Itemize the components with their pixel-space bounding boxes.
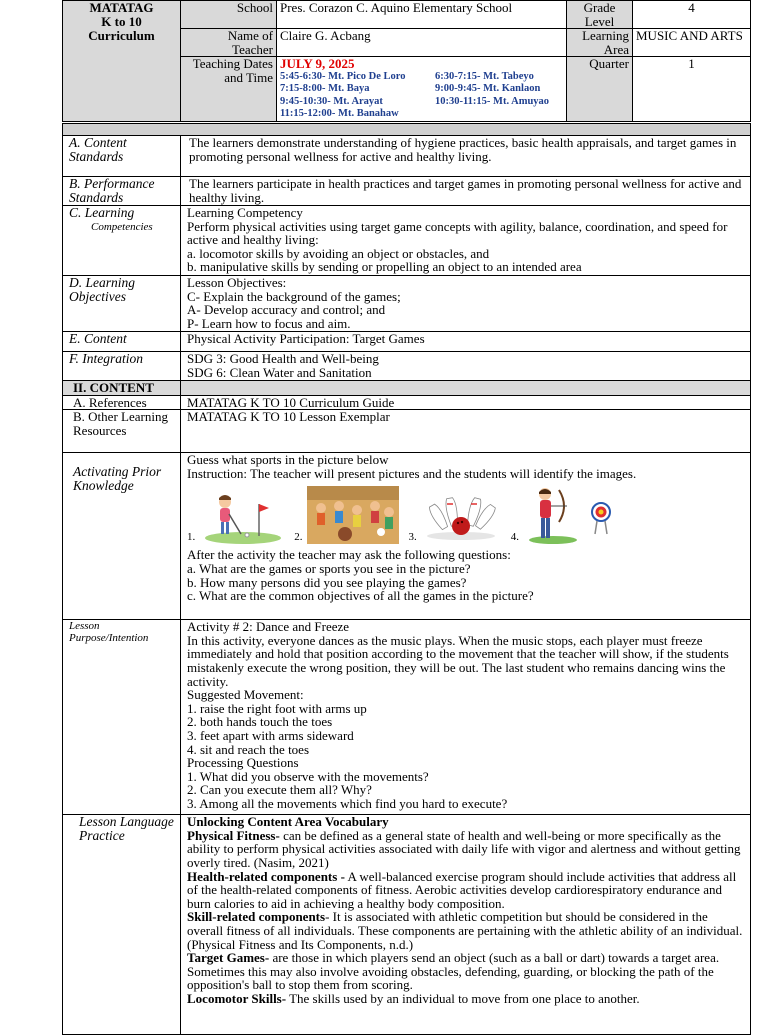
text-line: In this activity, everyone dances as the music plays. When the music stops, each player must freeze immediately and hold that position according to the movement that the teacher will show, if the students mistakenly execute the wrong position, they will be out. The last student who remains dancing wins the activity. [187, 632, 729, 689]
language-practice-label: Lesson Language Practice [63, 815, 181, 1035]
lesson-body-table [62, 123, 751, 1035]
text-line: 3. Among all the movements which find you hard to execute? [187, 795, 508, 811]
performance-standards-row [63, 176, 751, 205]
bowling-image [421, 486, 501, 544]
content-standards-label: A. Content Standards [63, 135, 181, 176]
schedule-item: 9:00-9:45- Mt. Kanlaon [435, 83, 541, 95]
text-line: Guess what sports in the picture below [187, 452, 389, 468]
prior-knowledge-content [181, 453, 751, 620]
vocab-definition: can be defined as a general state of health and well-being or more specifically as the ability to perform physical activities associated with daily life with vigor and alertness and without getting overly tired. (Nasim, 2021) [187, 827, 741, 870]
schedule-item: 5:45-6:30- Mt. Pico De Loro [280, 70, 406, 82]
separator-row [63, 123, 751, 135]
text-line: After the activity the teacher may ask the following questions: [187, 547, 511, 563]
references-text: MATATAG K TO 10 Curriculum Guide [181, 395, 751, 410]
competencies-label-main: C. Learning [69, 204, 135, 220]
performance-standards-text: The learners participate in health practices and target games in promoting personal wellness for active and healthy living. [181, 176, 751, 205]
quarter-value: 1 [633, 57, 751, 122]
archery-image [523, 486, 615, 544]
golf-image [199, 486, 284, 544]
integration-row [63, 351, 751, 380]
vocab-term: Physical Fitness- [187, 827, 280, 843]
title-line-2: K to 10 [101, 14, 142, 29]
objectives-label: D. Learning Objectives [63, 275, 181, 331]
purpose-label: Lesson Purpose/Intention [63, 620, 181, 815]
content-standards-row [63, 135, 751, 176]
text-line: a. locomotor skills by avoiding an object or obstacles, and [187, 245, 490, 261]
text-line: A- Develop accuracy and control; and [187, 302, 386, 318]
text-line: 2. Can you execute them all? Why? [187, 782, 372, 798]
text-line: 4. sit and reach the toes [187, 741, 310, 757]
schedule-grid [280, 71, 563, 121]
other-resources-row [63, 410, 751, 453]
kids-game-image [307, 486, 399, 544]
text-line: b. manipulative skills by sending or propelling an object to an intended area [187, 259, 582, 275]
text-line: a. What are the games or sports you see in the picture? [187, 560, 471, 576]
integration-text [181, 351, 751, 380]
image-number: 2. [294, 530, 303, 543]
lesson-plan-document [62, 0, 750, 1035]
purpose-content [181, 620, 751, 815]
text-line: 3. feet apart with arms sideward [187, 727, 354, 743]
header-table [62, 0, 751, 122]
image-number: 1. [187, 530, 196, 543]
dates-value [277, 57, 567, 122]
title-line-1: MATATAG [89, 0, 154, 15]
prior-knowledge-row [63, 453, 751, 620]
school-label: School [181, 1, 277, 29]
content-heading-fill [181, 380, 751, 395]
teaching-date: JULY 9, 2025 [280, 56, 355, 72]
title-line-3: Curriculum [88, 28, 155, 43]
teacher-value: Claire G. Acbang [277, 29, 567, 57]
text-line: 2. both hands touch the toes [187, 714, 333, 730]
content-row [63, 331, 751, 351]
content-heading: II. CONTENT [63, 380, 181, 395]
competencies-text [181, 205, 751, 275]
text-line: SDG 6: Clean Water and Sanitation [187, 364, 372, 380]
other-resources-label: B. Other Learning Resources [63, 410, 181, 453]
other-resources-text: MATATAG K TO 10 Lesson Exemplar [181, 410, 751, 453]
purpose-row [63, 620, 751, 815]
image-number: 3. [408, 530, 417, 543]
vocabulary-content [181, 815, 751, 1035]
text-line: Learning Competency [187, 204, 303, 220]
references-row [63, 395, 751, 410]
vocab-definition: A well-balanced exercise program should include activities that address all of the health-related components of fitness. Aerobic activities develop cardiorespiratory endurance and burn calories to aid in achieving a healthy body composition. [187, 868, 737, 911]
schedule-item: 7:15-8:00- Mt. Baya [280, 83, 370, 95]
content-standards-text: The learners demonstrate understanding of hygiene practices, basic health appraisals, and target games in promoting personal wellness for active and healthy living. [181, 135, 751, 176]
text-line: C- Explain the background of the games; [187, 288, 401, 304]
grade-value: 4 [633, 1, 751, 29]
text-line: Suggested Movement: [187, 687, 304, 703]
grade-label: Grade Level [567, 1, 633, 29]
performance-standards-label: B. Performance Standards [63, 176, 181, 205]
prior-knowledge-label: Activating Prior Knowledge [63, 453, 181, 620]
school-value: Pres. Corazon C. Aquino Elementary School [277, 1, 567, 29]
text-line: 1. raise the right foot with arms up [187, 700, 367, 716]
vocab-entry [187, 992, 747, 1006]
vocab-term: Locomotor Skills- [187, 990, 287, 1006]
dates-label: Teaching Dates and Time [181, 57, 277, 122]
text-line: Activity # 2: Dance and Freeze [187, 619, 350, 635]
text-line: b. How many persons did you see playing the games? [187, 574, 467, 590]
curriculum-title [63, 1, 181, 122]
schedule-item: 9:45-10:30- Mt. Arayat [280, 95, 383, 107]
vocab-entry [187, 910, 747, 951]
vocab-definition: The skills used by an individual to move from one place to another. [286, 990, 640, 1006]
content-text: Physical Activity Participation: Target Games [181, 331, 751, 351]
quarter-label: Quarter [567, 57, 633, 122]
text-line: c. What are the common objectives of all the games in the picture? [187, 588, 534, 604]
vocab-definition: are those in which players send an object (such as a ball or dart) towards a target area. Sometimes this may also involve avoiding obstacles, defending, guarding, or blocking the path of the opposition's ball to stop them from scoring. [187, 950, 720, 993]
text-line: Perform physical activities using target game concepts with agility, balance, coordination, and speed for active and healthy living: [187, 218, 728, 248]
content-heading-row [63, 380, 751, 395]
image-number: 4. [510, 530, 519, 543]
vocab-definition: - It is associated with athletic competition but should be considered in the overall fitness of all individuals. These components are pertaining with the athletic ability of an individual. (Physical Fitness and Its Components, n.d.) [187, 909, 743, 952]
content-label: E. Content [63, 331, 181, 351]
vocab-entry [187, 870, 747, 911]
language-practice-row [63, 815, 751, 1035]
vocabulary-title: Unlocking Content Area Vocabulary [187, 814, 389, 830]
integration-label: F. Integration [63, 351, 181, 380]
schedule-item: 10:30-11:15- Mt. Amuyao [435, 95, 550, 107]
text-line: Instruction: The teacher will present pictures and the students will identify the images. [187, 465, 637, 481]
text-line: P- Learn how to focus and aim. [187, 315, 351, 331]
schedule-item: 6:30-7:15- Mt. Tabeyo [435, 70, 534, 82]
text-line: SDG 3: Good Health and Well-being [187, 350, 379, 366]
references-label: A. References [63, 395, 181, 410]
text-line: 1. What did you observe with the movements? [187, 768, 429, 784]
area-value: MUSIC AND ARTS [633, 29, 751, 57]
vocab-term: Health-related components - [187, 868, 345, 884]
text-line: Processing Questions [187, 755, 299, 771]
vocab-term: Skill-related components [187, 909, 326, 925]
objectives-text [181, 275, 751, 331]
text-line: Lesson Objectives: [187, 274, 287, 290]
vocab-entry [187, 951, 747, 992]
competencies-label-sub: Competencies [91, 220, 153, 233]
competencies-row [63, 205, 751, 275]
image-row [187, 486, 747, 544]
teacher-label: Name of Teacher [181, 29, 277, 57]
vocab-term: Target Games- [187, 950, 270, 966]
area-label: Learning Area [567, 29, 633, 57]
vocab-entry [187, 829, 747, 870]
schedule-item: 11:15-12:00- Mt. Banahaw [280, 108, 399, 120]
competencies-label [63, 205, 181, 275]
objectives-row [63, 275, 751, 331]
